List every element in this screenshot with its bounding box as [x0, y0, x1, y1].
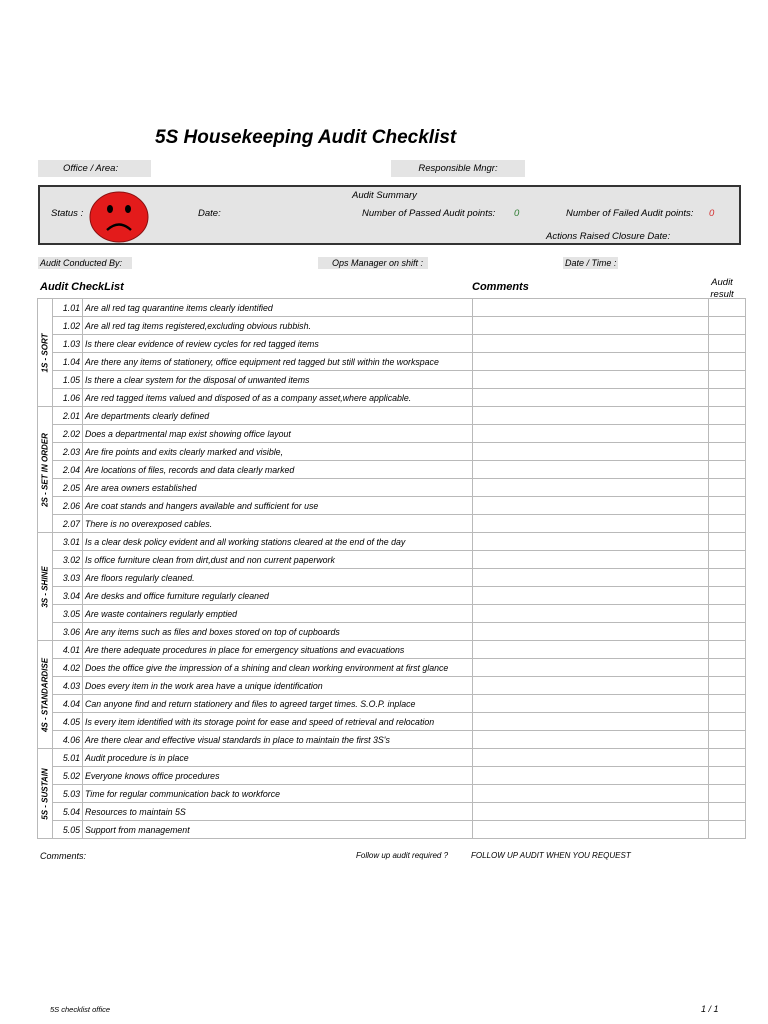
section-label: 2S - SET IN ORDER	[40, 432, 50, 507]
table-row	[38, 695, 746, 713]
item-number: 4.02	[53, 659, 83, 677]
item-number: 2.01	[53, 407, 83, 425]
item-question: Are there any items of stationery, office equipment red tagged but still within the workspace	[83, 353, 473, 371]
comment-cell[interactable]	[473, 533, 709, 551]
comment-cell[interactable]	[473, 461, 709, 479]
audit-result-cell[interactable]	[709, 407, 746, 425]
table-row	[38, 623, 746, 641]
item-number: 1.02	[53, 317, 83, 335]
item-number: 2.05	[53, 479, 83, 497]
followup-value: FOLLOW UP AUDIT WHEN YOU REQUEST	[471, 851, 631, 860]
audit-result-cell[interactable]	[709, 821, 746, 839]
sad-face-icon	[89, 191, 149, 243]
audit-summary-heading: Audit Summary	[352, 190, 417, 201]
audit-result-cell[interactable]	[709, 803, 746, 821]
comment-cell[interactable]	[473, 659, 709, 677]
table-row	[38, 659, 746, 677]
comment-cell[interactable]	[473, 353, 709, 371]
comment-cell[interactable]	[473, 677, 709, 695]
comment-cell[interactable]	[473, 821, 709, 839]
item-number: 2.03	[53, 443, 83, 461]
comment-cell[interactable]	[473, 731, 709, 749]
audit-result-cell[interactable]	[709, 371, 746, 389]
comment-cell[interactable]	[473, 407, 709, 425]
comment-cell[interactable]	[473, 335, 709, 353]
comment-cell[interactable]	[473, 479, 709, 497]
failed-points-label: Number of Failed Audit points:	[566, 208, 694, 219]
item-number: 5.04	[53, 803, 83, 821]
item-question: Time for regular communication back to workforce	[83, 785, 473, 803]
audit-result-cell[interactable]	[709, 479, 746, 497]
comment-cell[interactable]	[473, 443, 709, 461]
audit-result-cell[interactable]	[709, 569, 746, 587]
audit-result-cell[interactable]	[709, 353, 746, 371]
item-number: 3.05	[53, 605, 83, 623]
item-question: Are area owners established	[83, 479, 473, 497]
table-row	[38, 407, 746, 425]
comment-cell[interactable]	[473, 695, 709, 713]
audit-result-cell[interactable]	[709, 677, 746, 695]
item-question: Does every item in the work area have a unique identification	[83, 677, 473, 695]
audit-result-cell[interactable]	[709, 515, 746, 533]
responsible-manager-field[interactable]	[391, 160, 525, 177]
table-row	[38, 587, 746, 605]
audit-summary-box	[38, 185, 741, 245]
item-question: Is office furniture clean from dirt,dust and non current paperwork	[83, 551, 473, 569]
comment-cell[interactable]	[473, 551, 709, 569]
audit-result-cell[interactable]	[709, 623, 746, 641]
table-row	[38, 677, 746, 695]
audit-result-cell[interactable]	[709, 641, 746, 659]
comment-cell[interactable]	[473, 785, 709, 803]
item-number: 5.05	[53, 821, 83, 839]
audit-result-cell[interactable]	[709, 425, 746, 443]
comment-cell[interactable]	[473, 425, 709, 443]
item-number: 2.02	[53, 425, 83, 443]
table-row	[38, 713, 746, 731]
item-question: Everyone knows office procedures	[83, 767, 473, 785]
comment-cell[interactable]	[473, 569, 709, 587]
audit-result-cell[interactable]	[709, 767, 746, 785]
item-question: Is there a clear system for the disposal of unwanted items	[83, 371, 473, 389]
item-number: 2.06	[53, 497, 83, 515]
item-question: Are there adequate procedures in place for emergency situations and evacuations	[83, 641, 473, 659]
item-question: Are fire points and exits clearly marked and visible,	[83, 443, 473, 461]
item-number: 4.05	[53, 713, 83, 731]
closure-date-label: Actions Raised Closure Date:	[546, 231, 671, 242]
date-time-field[interactable]	[563, 257, 618, 269]
table-row	[38, 299, 746, 317]
page-title: 5S Housekeeping Audit Checklist	[155, 127, 457, 148]
item-question: Does the office give the impression of a shining and clean working environment at first glance	[83, 659, 473, 677]
table-row	[38, 731, 746, 749]
table-row	[38, 533, 746, 551]
table-row	[38, 569, 746, 587]
comment-cell[interactable]	[473, 641, 709, 659]
item-question: Is every item identified with its storage point for ease and speed of retrieval and relocation	[83, 713, 473, 731]
comment-cell[interactable]	[473, 515, 709, 533]
comment-cell[interactable]	[473, 371, 709, 389]
item-number: 4.01	[53, 641, 83, 659]
item-question: Are desks and office furniture regularly cleaned	[83, 587, 473, 605]
item-question: Are waste containers regularly emptied	[83, 605, 473, 623]
item-number: 3.06	[53, 623, 83, 641]
comment-cell[interactable]	[473, 623, 709, 641]
audit-result-cell[interactable]	[709, 713, 746, 731]
table-row	[38, 353, 746, 371]
comment-cell[interactable]	[473, 713, 709, 731]
audit-result-heading: Audit result	[710, 277, 734, 300]
comment-cell[interactable]	[473, 749, 709, 767]
section-label-cell	[38, 299, 53, 407]
comment-cell[interactable]	[473, 317, 709, 335]
audit-result-cell[interactable]	[709, 731, 746, 749]
checklist-table	[37, 298, 746, 839]
status-label: Status :	[51, 208, 84, 219]
responsible-manager-label: Responsible Mngr:	[418, 163, 498, 174]
item-number: 3.01	[53, 533, 83, 551]
section-label: 4S - STANDARDISE	[40, 657, 50, 732]
item-question: Resources to maintain 5S	[83, 803, 473, 821]
table-row	[38, 335, 746, 353]
section-label-cell	[38, 749, 53, 839]
item-number: 1.03	[53, 335, 83, 353]
audit-result-cell[interactable]	[709, 317, 746, 335]
table-row	[38, 425, 746, 443]
office-area-field[interactable]	[38, 160, 151, 177]
date-time-label: Date / Time :	[565, 258, 617, 268]
item-number: 3.02	[53, 551, 83, 569]
item-question: Are all red tag quarantine items clearly identified	[83, 299, 473, 317]
item-number: 4.04	[53, 695, 83, 713]
audit-result-cell[interactable]	[709, 587, 746, 605]
audit-conducted-by-label: Audit Conducted By:	[40, 258, 123, 268]
audit-result-cell[interactable]	[709, 659, 746, 677]
item-question: Audit procedure is in place	[83, 749, 473, 767]
item-question: Are all red tag items registered,excluding obvious rubbish.	[83, 317, 473, 335]
table-row	[38, 749, 746, 767]
page-number: 1 / 1	[701, 1004, 719, 1014]
comment-cell[interactable]	[473, 767, 709, 785]
section-label: 5S - SUSTAIN	[40, 767, 50, 820]
table-row	[38, 785, 746, 803]
section-label: 1S - SORT	[40, 333, 50, 372]
item-question: There is no overexposed cables.	[83, 515, 473, 533]
item-question: Can anyone find and return stationery and files to agreed target times. S.O.P. inplace	[83, 695, 473, 713]
table-row	[38, 497, 746, 515]
comment-cell[interactable]	[473, 497, 709, 515]
audit-conducted-by-field[interactable]	[38, 257, 132, 269]
audit-result-cell[interactable]	[709, 461, 746, 479]
item-number: 4.06	[53, 731, 83, 749]
table-row	[38, 803, 746, 821]
table-row	[38, 515, 746, 533]
item-question: Are there clear and effective visual standards in place to maintain the first 3S's	[83, 731, 473, 749]
item-question: Are red tagged items valued and disposed of as a company asset,where applicable.	[83, 389, 473, 407]
section-label-cell	[38, 407, 53, 533]
table-row	[38, 461, 746, 479]
table-row	[38, 371, 746, 389]
item-question: Is there clear evidence of review cycles for red tagged items	[83, 335, 473, 353]
audit-result-cell[interactable]	[709, 785, 746, 803]
table-row	[38, 641, 746, 659]
table-row	[38, 767, 746, 785]
item-number: 4.03	[53, 677, 83, 695]
item-question: Are any items such as files and boxes stored on top of cupboards	[83, 623, 473, 641]
item-number: 3.03	[53, 569, 83, 587]
table-row	[38, 317, 746, 335]
table-row	[38, 605, 746, 623]
audit-result-cell[interactable]	[709, 533, 746, 551]
audit-result-cell[interactable]	[709, 389, 746, 407]
section-label-cell	[38, 533, 53, 641]
item-number: 1.05	[53, 371, 83, 389]
comment-cell[interactable]	[473, 587, 709, 605]
comment-cell[interactable]	[473, 389, 709, 407]
table-row	[38, 821, 746, 839]
item-number: 5.02	[53, 767, 83, 785]
audit-result-cell[interactable]	[709, 749, 746, 767]
comments-label: Comments:	[40, 851, 87, 861]
comment-cell[interactable]	[473, 605, 709, 623]
item-question: Does a departmental map exist showing office layout	[83, 425, 473, 443]
section-label-cell	[38, 641, 53, 749]
item-question: Support from management	[83, 821, 473, 839]
checklist-heading: Audit CheckList	[40, 281, 124, 293]
audit-result-cell[interactable]	[709, 299, 746, 317]
failed-points-value: 0	[709, 208, 715, 219]
item-question: Are departments clearly defined	[83, 407, 473, 425]
table-row	[38, 551, 746, 569]
item-number: 1.01	[53, 299, 83, 317]
comments-heading: Comments	[472, 281, 529, 293]
table-row	[38, 443, 746, 461]
audit-result-cell[interactable]	[709, 695, 746, 713]
item-number: 1.04	[53, 353, 83, 371]
item-number: 5.01	[53, 749, 83, 767]
item-number: 1.06	[53, 389, 83, 407]
comment-cell[interactable]	[473, 803, 709, 821]
audit-result-cell[interactable]	[709, 443, 746, 461]
section-label: 3S - SHINE	[40, 565, 50, 608]
item-question: Are coat stands and hangers available and sufficient for use	[83, 497, 473, 515]
audit-result-cell[interactable]	[709, 551, 746, 569]
document-name: 5S checklist office	[50, 1005, 111, 1014]
comment-cell[interactable]	[473, 299, 709, 317]
item-question: Is a clear desk policy evident and all working stations cleared at the end of the day	[83, 533, 473, 551]
ops-manager-field[interactable]	[318, 257, 428, 269]
ops-manager-label: Ops Manager on shift :	[332, 258, 424, 268]
table-row	[38, 479, 746, 497]
item-number: 3.04	[53, 587, 83, 605]
item-question: Are floors regularly cleaned.	[83, 569, 473, 587]
table-row	[38, 389, 746, 407]
item-question: Are locations of files, records and data clearly marked	[83, 461, 473, 479]
passed-points-value: 0	[514, 208, 520, 219]
office-area-label: Office / Area:	[63, 163, 119, 174]
followup-label: Follow up audit required ?	[356, 851, 449, 860]
audit-result-cell[interactable]	[709, 497, 746, 515]
audit-result-cell[interactable]	[709, 335, 746, 353]
audit-result-cell[interactable]	[709, 605, 746, 623]
date-label: Date:	[198, 208, 221, 219]
item-number: 2.07	[53, 515, 83, 533]
passed-points-label: Number of Passed Audit points:	[362, 208, 496, 219]
item-number: 5.03	[53, 785, 83, 803]
item-number: 2.04	[53, 461, 83, 479]
